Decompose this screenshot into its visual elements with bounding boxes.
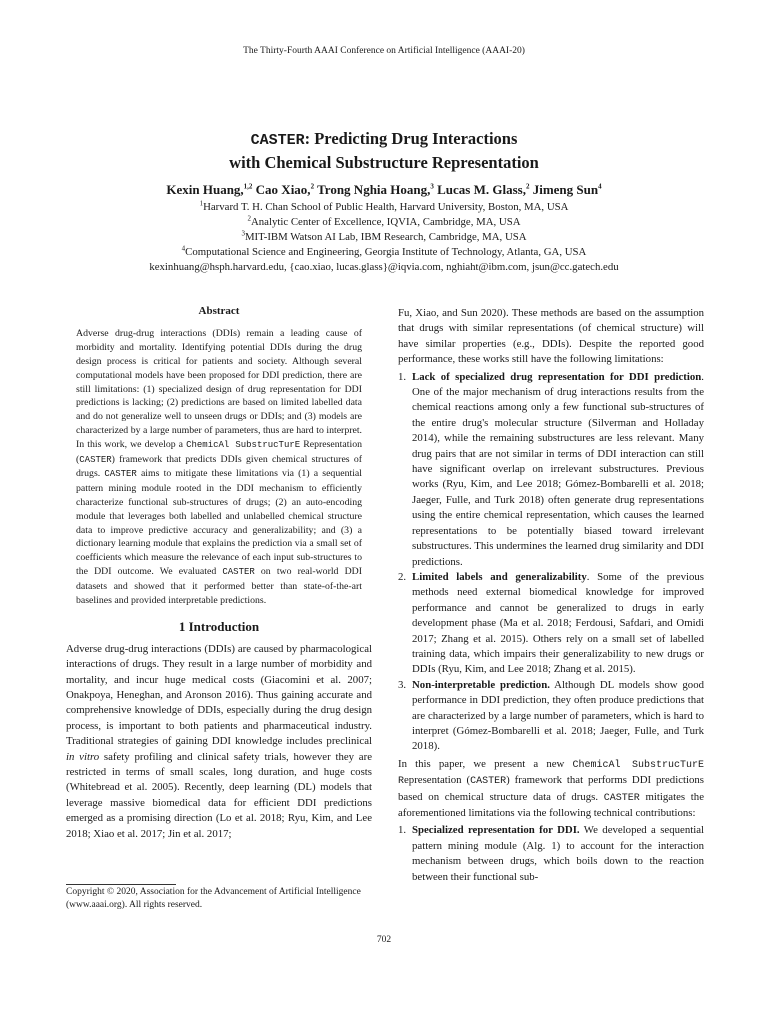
list-item: 1. Lack of specialized drug representation for DDI prediction. One of the major mechanism of drug interactions results from the chemical reactions among only a few functional sub-structures of the entire drug's molecular structure (Silverman and Holladay 2014), while the remaining substructures are less relevant. Many drug pairs that are not similar in terms of DDI interaction can still have significant overlap on irrelevant substructures. Previous works (Ryu, Kim, and Lee 2018; Gómez-Bombarelli et al. 2018; Jaeger, Fulle, and Turk 2018) often generate drug representations using the entire chemical representation, which causes the learned representations to be potentially biased toward irrelevant substructures. This undermines the learned drug similarity and DDI predictions.	[398, 370, 704, 568]
author-name: Jimeng Sun	[532, 182, 599, 197]
paper-title	[0, 128, 768, 174]
left-column	[66, 304, 372, 842]
affiliation-line: $^2$Analytic Center of Excellence, IQVIA, Cambridge, MA, USA	[247, 214, 521, 228]
author-affil-mark: 4	[598, 182, 602, 191]
paragraph: Fu, Xiao, and Sun 2020). These methods are based on the assumption that drugs with similar representations (of chemical structure) will have similar properties (e.g., DDIs). Despite the reported good performance, these works still have the following limitations:	[398, 307, 704, 366]
copyright-footnote: Copyright © 2020, Association for the Advancement of Artificial Intelligence (www.aaai.org). All rights reserved.	[66, 884, 372, 912]
page-number: 702	[376, 935, 392, 945]
footnote-rule	[66, 884, 176, 885]
title-line-1: : Predicting Drug Interactions	[304, 129, 518, 148]
author-list	[0, 182, 768, 198]
paragraph: In this paper, we present a new ChemicAl SubstrucTurE Representation (CASTER) framework that performs DDI predictions based on chemical structure data of drugs. CASTER mitigates the aforementioned limitations via the following technical contributions:	[398, 757, 704, 819]
list-item: 3. Non-interpretable prediction. Although DL models show good performance in DDI prediction, they often produce predictions that are characterized by a large number of parameters, which is hard to interpret (Gómez-Bombarelli et al. 2018; Jaeger, Fulle, and Turk 2018).	[398, 678, 704, 753]
right-column	[398, 304, 704, 885]
affiliation-line: $^3$MIT-IBM Watson AI Lab, IBM Research, Cambridge, MA, USA	[241, 229, 527, 243]
conference-header: The Thirty-Fourth AAAI Conference on Artificial Intelligence (AAAI-20)	[243, 46, 525, 56]
author-affil-mark: 2	[310, 182, 315, 191]
title-line-2: with Chemical Substructure Representation	[229, 153, 539, 172]
affiliation-line: $^4$Computational Science and Engineering, Georgia Institute of Technology, Atlanta, GA, USA	[181, 244, 587, 258]
affiliation-line: $^1$Harvard T. H. Chan School of Public Health, Harvard University, Boston, MA, USA	[199, 199, 569, 213]
section-heading-introduction: 1 Introduction	[178, 619, 260, 635]
list-item: 2. Limited labels and generalizability. Some of the previous methods need external biomedical knowledge for improved performance and cannot be generalized to drugs in early development phase (Ma et al. 2018; Ferdousi, Safdari, and Omidi 2017; Zhang et al. 2015). Others rely on a small set of labelled training data, which impairs their generalizability to new drugs or DDIs (Ryu, Kim, and Lee 2018; Zhang et al. 2015).	[398, 570, 704, 676]
title-system-name: CASTER	[250, 132, 305, 149]
author-affil-mark: 3	[430, 182, 434, 191]
abstract-text: Adverse drug-drug interactions (DDIs) remain a leading cause of morbidity and mortality. Identifying potential DDIs during the drug design process is critical for patients and society. Although several computational models have been proposed for DDI prediction, there are still limitations: (1) specialized design of drug representation for DDI predictions is lacking; (2) predictions are based on limited labelled data and do not generalize well to unseen drugs or DDIs; and (3) models are characterized by a large number of parameters, thus are hard to interpret. In this work, we develop a ChemicAl SubstrucTurE Representation (CASTER) framework that predicts DDIs given chemical structures of drugs. CASTER aims to mitigate these limitations via (1) a sequential pattern mining module rooted in the DDI mechanism to efficiently characterize functional sub-structures of drugs; (2) an auto-encoding module that leverages both labelled and unlabelled chemical structure data to improve predictive accuracy and generalizability; and (3) a dictionary learning module that explains the prediction via a small set of coefficients which measure the relevance of each input sub-structures to the DDI outcome. We evaluated CASTER on two real-world DDI datasets and showed that it performed better than state-of-the-art baselines and provided interpretable predictions.	[76, 328, 362, 606]
list-item: 1. Specialized representation for DDI. We developed a sequential pattern mining module (Alg. 1) to account for the interaction mechanism between drugs, which boils down to the reaction between their functional sub-	[398, 824, 705, 883]
affiliation-block	[0, 200, 768, 275]
contributions-list	[398, 823, 704, 885]
author-name: Trong Nghia Hoang,	[317, 182, 431, 197]
author-affil-mark: 1,2	[243, 182, 253, 191]
author-name: Cao Xiao,	[255, 182, 311, 197]
introduction-paragraph: Adverse drug-drug interactions (DDIs) are caused by pharmacological interactions of drugs. They result in a large number of morbidity and mortality, and incur huge medical costs (Giacomini et al. 2007; Onakpoya, Heneghan, and Aronson 2016). Thus gaining accurate and comprehensive knowledge of DDIs, especially during the drug design process, is important to both patients and pharmaceutical industry. Traditional strategies of gaining DDI knowledge includes preclinical in vitro safety profiling and clinical safety trials, however they are restricted in terms of small scales, long duration, and huge costs (Whitebread et al. 2005). Recently, deep learning (DL) models that leverage massive biomedical data for efficient DDI predictions emerged as a promising direction (Lo et al. 2018; Ryu, Kim, and Lee 2018; Xiao et al. 2017; Jin et al. 2017;	[66, 642, 372, 840]
abstract-heading: Abstract	[198, 305, 240, 317]
author-affil-mark: 2	[525, 182, 530, 191]
author-name: Lucas M. Glass,	[437, 182, 526, 197]
email-line: kexinhuang@hsph.harvard.edu, {cao.xiao, lucas.glass}@iqvia.com, nghiaht@ibm.com, jsun@cc.gatech.edu	[149, 261, 619, 273]
author-name: Kexin Huang,	[166, 182, 244, 197]
limitations-list	[398, 370, 704, 755]
